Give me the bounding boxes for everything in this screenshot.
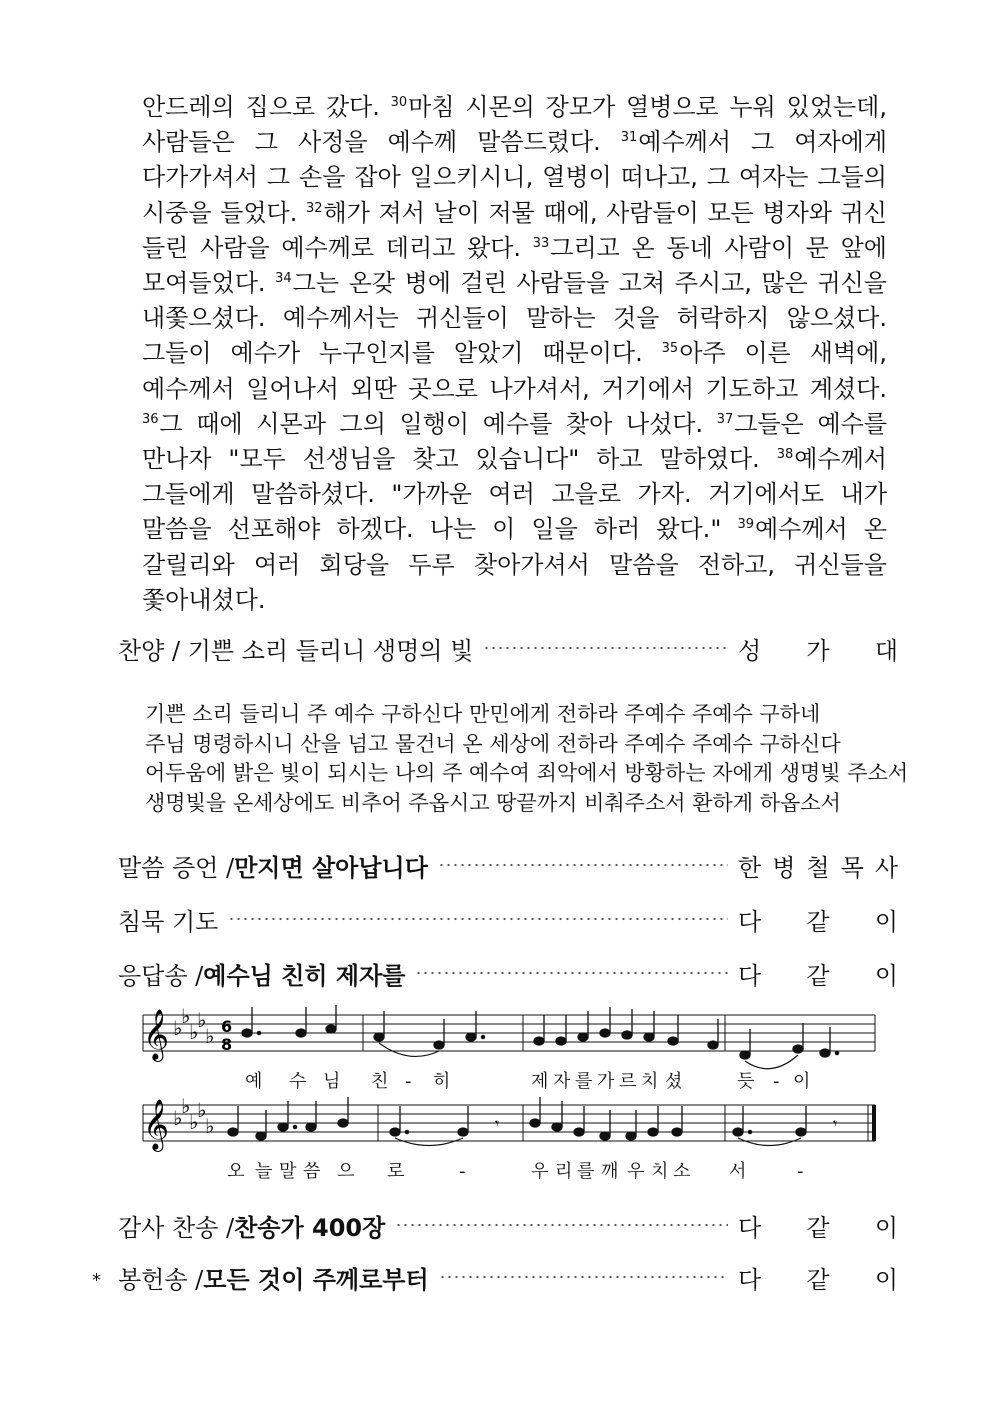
dot-leader bbox=[439, 1271, 728, 1283]
sermon-leader: 한 병 철 목 사 bbox=[738, 853, 898, 882]
key-signature bbox=[173, 1094, 214, 1138]
verse-number: 39 bbox=[737, 517, 754, 533]
svg-text:𝄾: 𝄾 bbox=[833, 1114, 838, 1133]
verse-text: 그들에게 말씀하셨다. "가까운 여러 고을로 가자. 거기에서도 내가 bbox=[142, 480, 887, 509]
verse-text: 갈릴리와 여러 회당을 두루 찾아가셔서 말씀을 전하고, 귀신들을 bbox=[142, 550, 887, 579]
svg-text:히: 히 bbox=[433, 1071, 451, 1092]
verse-text: 사람들은 그 사정을 예수께 말씀드렸다. bbox=[142, 128, 621, 157]
verse-text: 들린 사람을 예수께로 데리고 왔다. bbox=[142, 233, 533, 262]
verse-text: 아주 이른 새벽에, bbox=[679, 339, 887, 368]
slurs-line-2 bbox=[395, 1138, 801, 1146]
svg-text:깨: 깨 bbox=[601, 1161, 619, 1182]
staff-line-2 bbox=[143, 1105, 875, 1141]
svg-text:♭: ♭ bbox=[181, 1094, 191, 1118]
svg-text:♭: ♭ bbox=[197, 1098, 207, 1122]
svg-text:♭: ♭ bbox=[173, 1106, 183, 1130]
svg-text:우: 우 bbox=[627, 1161, 645, 1182]
scripture-line bbox=[142, 125, 887, 160]
svg-text:제: 제 bbox=[531, 1071, 549, 1092]
thanks-hymn-title: 찬송가 400장 bbox=[234, 1213, 386, 1242]
svg-text:오: 오 bbox=[227, 1161, 245, 1182]
svg-text:가: 가 bbox=[597, 1071, 615, 1092]
offertory-title: 모든 것이 주께로부터 bbox=[203, 1265, 429, 1294]
verse-number: 35 bbox=[661, 341, 679, 357]
svg-text:말: 말 bbox=[279, 1161, 297, 1182]
sermon-label: 말씀 증언 / bbox=[118, 853, 235, 882]
scripture-line bbox=[142, 336, 887, 371]
verse-text: 말씀을 선포해야 하겠다. 나는 이 일을 하러 왔다." bbox=[142, 515, 738, 544]
lyrics-line-1 bbox=[245, 1070, 810, 1092]
order-row-sermon bbox=[118, 847, 898, 883]
svg-text:소: 소 bbox=[673, 1161, 691, 1182]
lyrics-line-2 bbox=[227, 1161, 804, 1182]
verse-text: 예수께서 일어나서 외딴 곳으로 나가셔서, 거기에서 기도하고 계셨다. bbox=[142, 374, 887, 403]
verse-text: 예수께서 그 여자에게 bbox=[638, 128, 887, 157]
response-title: 예수님 친히 제자를 bbox=[203, 961, 406, 990]
verse-number: 36 bbox=[142, 411, 159, 427]
scripture-line bbox=[142, 477, 887, 512]
dot-leader bbox=[415, 967, 728, 979]
verse-text: 모여들었다. bbox=[142, 269, 276, 298]
svg-text:수: 수 bbox=[289, 1071, 307, 1092]
svg-text:로: 로 bbox=[387, 1161, 405, 1182]
thanks-hymn-leader: 다 같 이 bbox=[738, 1213, 898, 1242]
order-row-silent-prayer bbox=[118, 901, 898, 937]
verse-number: 30 bbox=[390, 95, 408, 110]
verse-text: 그들은 예수를 bbox=[734, 409, 887, 438]
svg-text:늘: 늘 bbox=[255, 1161, 273, 1182]
svg-text:-: - bbox=[773, 1071, 780, 1092]
svg-text:♭: ♭ bbox=[197, 1008, 207, 1032]
svg-text:를: 를 bbox=[575, 1071, 593, 1092]
svg-text:친: 친 bbox=[371, 1071, 389, 1092]
svg-text:♭: ♭ bbox=[189, 1020, 199, 1044]
svg-text:를: 를 bbox=[577, 1161, 595, 1182]
svg-text:-: - bbox=[459, 1161, 466, 1182]
svg-text:자: 자 bbox=[553, 1071, 571, 1092]
verse-number: 38 bbox=[776, 447, 794, 463]
hymn-lyrics bbox=[145, 700, 909, 818]
svg-text:♭: ♭ bbox=[205, 1024, 215, 1048]
scripture-line bbox=[142, 583, 887, 618]
verse-number: 31 bbox=[620, 130, 638, 146]
sermon-title: 만지면 살아납니다 bbox=[234, 853, 428, 882]
scripture-line bbox=[142, 548, 887, 583]
order-row-response bbox=[118, 955, 898, 991]
svg-text:♭: ♭ bbox=[181, 1005, 191, 1028]
silent-prayer-leader: 다 같 이 bbox=[738, 907, 898, 936]
treble-clef-icon: 𝄞 bbox=[143, 1099, 170, 1150]
dot-leader bbox=[438, 859, 728, 871]
svg-text:서: 서 bbox=[729, 1161, 747, 1182]
verse-number: 33 bbox=[532, 235, 550, 251]
svg-text:르: 르 bbox=[619, 1071, 637, 1092]
verse-number: 37 bbox=[716, 411, 734, 427]
svg-text:-: - bbox=[405, 1071, 412, 1092]
hymn-line: 주님 명령하시니 산을 넘고 물건너 온 세상에 전하라 주예수 주예수 구하신다 bbox=[145, 731, 841, 756]
svg-text:𝄾: 𝄾 bbox=[495, 1114, 500, 1133]
anthem-leader: 성 가 대 bbox=[738, 636, 898, 665]
verse-text: 마침 시몬의 장모가 열병으로 누워 있었는데, bbox=[408, 93, 887, 121]
svg-text:♭: ♭ bbox=[173, 1016, 183, 1040]
time-sig-top: 6 bbox=[221, 1017, 233, 1036]
silent-prayer-label: 침묵 기도 bbox=[118, 907, 219, 936]
verse-text: 시중을 들었다. bbox=[142, 198, 306, 227]
scripture-passage bbox=[142, 90, 887, 618]
verse-text: 예수께서 bbox=[794, 445, 887, 474]
offertory-label: 봉헌송 / bbox=[118, 1265, 204, 1294]
scripture-line bbox=[142, 231, 887, 266]
verse-text: 만나자 "모두 선생님을 찾고 있습니다" 하고 말하였다. bbox=[142, 445, 777, 474]
scripture-line bbox=[142, 301, 887, 336]
svg-text:우: 우 bbox=[531, 1161, 549, 1182]
anthem-label: 찬양 / 기쁜 소리 들리니 생명의 빛 bbox=[118, 636, 474, 665]
svg-text:치: 치 bbox=[641, 1071, 659, 1092]
svg-text:♭: ♭ bbox=[205, 1114, 215, 1138]
verse-text: 그들이 예수가 누구인지를 알았기 때문이다. bbox=[142, 339, 662, 368]
treble-clef-icon: 𝄞 bbox=[143, 1009, 170, 1060]
verse-number: 32 bbox=[305, 200, 323, 216]
verse-text: 예수께서 온 bbox=[754, 515, 887, 544]
svg-text:예: 예 bbox=[245, 1071, 263, 1092]
standing-marker-icon: * bbox=[92, 1270, 101, 1291]
dot-leader bbox=[228, 913, 728, 925]
svg-text:듯: 듯 bbox=[737, 1071, 755, 1092]
order-row-thanks-hymn bbox=[118, 1207, 898, 1243]
scripture-line bbox=[142, 442, 887, 477]
verse-text: 그는 온갖 병에 걸린 사람들을 고쳐 주시고, 많은 귀신을 bbox=[292, 269, 887, 298]
scripture-line bbox=[142, 512, 887, 547]
hymn-line: 어두움에 밝은 빛이 되시는 나의 주 예수여 죄악에서 방황하는 자에게 생명빛 주소서 bbox=[145, 761, 909, 785]
dot-leader bbox=[483, 642, 728, 654]
svg-text:리: 리 bbox=[555, 1161, 573, 1182]
scripture-line bbox=[142, 196, 887, 231]
scripture-line bbox=[142, 160, 887, 195]
verse-text: 안드레의 집으로 갔다. bbox=[142, 93, 391, 121]
verse-number: 34 bbox=[275, 271, 292, 287]
response-leader: 다 같 이 bbox=[738, 961, 898, 990]
scripture-line bbox=[142, 266, 887, 301]
time-sig-bottom: 8 bbox=[221, 1035, 233, 1054]
staff-line-1 bbox=[143, 1015, 875, 1051]
svg-text:님: 님 bbox=[323, 1071, 341, 1092]
dot-leader bbox=[395, 1219, 728, 1231]
verse-text: 그리고 온 동네 사람이 문 앞에 bbox=[550, 233, 887, 262]
verse-text: 해가 져서 날이 저물 때에, 사람들이 모든 병자와 귀신 bbox=[323, 198, 887, 227]
verse-text: 다가가셔서 그 손을 잡아 일으키시니, 열병이 떠나고, 그 여자는 그들의 bbox=[142, 163, 887, 192]
verse-text: 그 때에 시몬과 그의 일행이 예수를 찾아 나섰다. bbox=[159, 409, 717, 438]
order-row-anthem bbox=[118, 630, 898, 666]
svg-text:이: 이 bbox=[793, 1071, 811, 1092]
hymn-line: 생명빛을 온세상에도 비추어 주옵시고 땅끝까지 비춰주소서 환하게 하옵소서 bbox=[145, 790, 841, 815]
svg-text:-: - bbox=[797, 1161, 804, 1182]
svg-text:♭: ♭ bbox=[189, 1110, 199, 1134]
offertory-leader: 다 같 이 bbox=[738, 1265, 898, 1294]
svg-text:치: 치 bbox=[651, 1161, 669, 1182]
svg-text:씀: 씀 bbox=[303, 1161, 321, 1182]
scripture-line bbox=[142, 90, 887, 125]
scripture-line bbox=[142, 407, 887, 442]
verse-text: 내쫓으셨다. 예수께서는 귀신들이 말하는 것을 허락하지 않으셨다. bbox=[142, 304, 887, 333]
thanks-hymn-label: 감사 찬송 / bbox=[118, 1213, 235, 1242]
notes-line-2 bbox=[228, 1097, 806, 1140]
verse-text: 쫓아내셨다. bbox=[142, 585, 266, 614]
svg-text:셨: 셨 bbox=[665, 1071, 683, 1092]
svg-text:으: 으 bbox=[337, 1161, 355, 1182]
hymn-line: 기쁜 소리 들리니 주 예수 구하신다 만민에게 전하라 주예수 주예수 구하네 bbox=[145, 702, 821, 726]
music-score bbox=[133, 1005, 883, 1185]
scripture-line bbox=[142, 372, 887, 407]
response-label: 응답송 / bbox=[118, 961, 204, 990]
order-row-offertory bbox=[118, 1259, 898, 1295]
